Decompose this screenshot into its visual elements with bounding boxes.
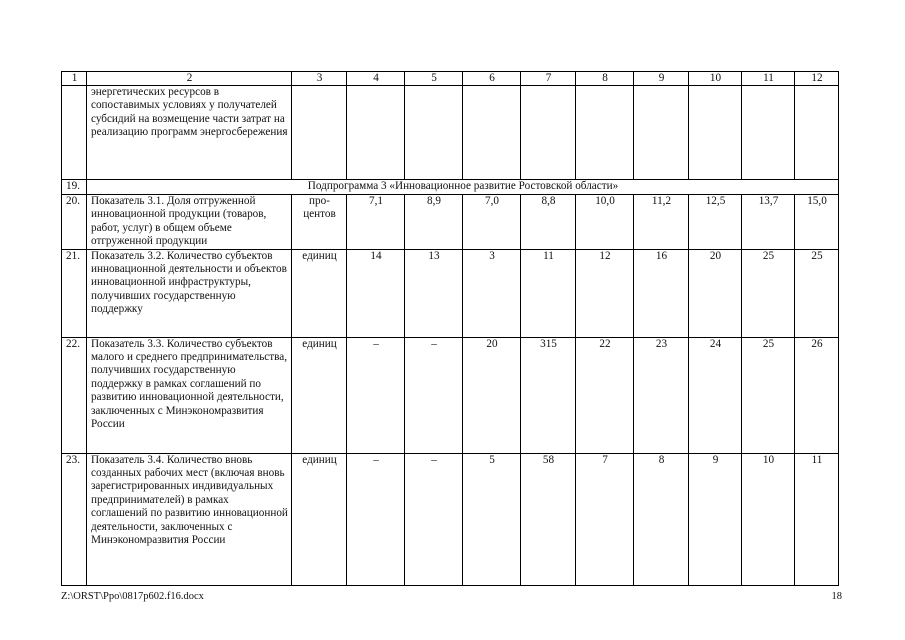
unit-cell: единиц xyxy=(292,249,347,337)
value-cell: 11 xyxy=(795,453,839,585)
header-cell: 1 xyxy=(62,72,87,86)
row-number-cell: 22. xyxy=(62,337,87,453)
value-cell xyxy=(634,86,689,180)
value-cell: 8,8 xyxy=(521,195,576,250)
value-cell: 9 xyxy=(689,453,742,585)
value-cell: 8,9 xyxy=(405,195,463,250)
value-cell: – xyxy=(347,337,405,453)
value-cell: 25 xyxy=(742,337,795,453)
header-cell: 6 xyxy=(463,72,521,86)
row-number-cell: 20. xyxy=(62,195,87,250)
header-cell: 2 xyxy=(87,72,292,86)
value-cell: 10 xyxy=(742,453,795,585)
value-cell: 12,5 xyxy=(689,195,742,250)
header-cell: 10 xyxy=(689,72,742,86)
value-cell: 58 xyxy=(521,453,576,585)
subprogram-title: Подпрограмма 3 «Инновационное развитие Ростовской области» xyxy=(87,180,839,195)
value-cell xyxy=(689,86,742,180)
value-cell: – xyxy=(405,337,463,453)
value-cell: 315 xyxy=(521,337,576,453)
unit-cell: единиц xyxy=(292,453,347,585)
header-cell: 9 xyxy=(634,72,689,86)
value-cell: 20 xyxy=(463,337,521,453)
value-cell: 5 xyxy=(463,453,521,585)
value-cell: 15,0 xyxy=(795,195,839,250)
table-row xyxy=(62,249,839,337)
section-row xyxy=(62,180,839,195)
value-cell: 8 xyxy=(634,453,689,585)
value-cell xyxy=(576,86,634,180)
row-number-cell: 21. xyxy=(62,249,87,337)
continuation-row xyxy=(62,86,839,180)
column-number-row xyxy=(62,72,839,86)
indicator-name-cell: Показатель 3.4. Количество вновь созданных рабочих мест (включая вновь зарегистрированных индивидуальных предпринимателей) в рамках соглашений по развитию инновационной деятельности, заключенных с Минэкономразвития России xyxy=(87,453,292,585)
value-cell: 22 xyxy=(576,337,634,453)
value-cell: 7 xyxy=(576,453,634,585)
value-cell: 10,0 xyxy=(576,195,634,250)
value-cell xyxy=(405,86,463,180)
header-cell: 11 xyxy=(742,72,795,86)
unit-cell: про-центов xyxy=(292,195,347,250)
value-cell xyxy=(521,86,576,180)
header-cell: 5 xyxy=(405,72,463,86)
value-cell: – xyxy=(347,453,405,585)
table-row xyxy=(62,337,839,453)
value-cell: 12 xyxy=(576,249,634,337)
indicator-name-cell: Показатель 3.2. Количество субъектов инновационной деятельности и объектов инновационной инфраструктуры, получивших государственную поддержку xyxy=(87,249,292,337)
value-cell xyxy=(795,86,839,180)
value-cell: 7,1 xyxy=(347,195,405,250)
table-row xyxy=(62,453,839,585)
value-cell: 14 xyxy=(347,249,405,337)
value-cell: 13 xyxy=(405,249,463,337)
unit-cell xyxy=(292,86,347,180)
value-cell: 23 xyxy=(634,337,689,453)
value-cell xyxy=(347,86,405,180)
table-row xyxy=(62,195,839,250)
header-cell: 8 xyxy=(576,72,634,86)
indicator-name-cell: Показатель 3.3. Количество субъектов малого и среднего предпринимательства, получивших государственную поддержку в рамках соглашений по развитию инновационной деятельности, заключенных с Минэкономразвития России xyxy=(87,337,292,453)
header-cell: 3 xyxy=(292,72,347,86)
row-number-cell: 23. xyxy=(62,453,87,585)
value-cell: 11 xyxy=(521,249,576,337)
value-cell: 13,7 xyxy=(742,195,795,250)
indicator-name-cell: энергетических ресурсов в сопоставимых условиях у получателей субсидий на возмещение части затрат на реализацию программ энергосбережения xyxy=(87,86,292,180)
value-cell: 11,2 xyxy=(634,195,689,250)
row-number-cell xyxy=(62,86,87,180)
indicator-name-cell: Показатель 3.1. Доля отгруженной инновационной продукции (товаров, работ, услуг) в общем объеме отгруженной продукции xyxy=(87,195,292,250)
header-cell: 7 xyxy=(521,72,576,86)
value-cell xyxy=(463,86,521,180)
value-cell: 25 xyxy=(742,249,795,337)
value-cell: 7,0 xyxy=(463,195,521,250)
row-number-cell: 19. xyxy=(62,180,87,195)
value-cell: 3 xyxy=(463,249,521,337)
header-cell: 12 xyxy=(795,72,839,86)
value-cell: 20 xyxy=(689,249,742,337)
value-cell xyxy=(742,86,795,180)
value-cell: 16 xyxy=(634,249,689,337)
page-number: 18 xyxy=(831,591,842,602)
indicator-table xyxy=(61,71,839,586)
header-cell: 4 xyxy=(347,72,405,86)
file-path-footer: Z:\ORST\Ppo\0817p602.f16.docx xyxy=(61,591,204,602)
unit-cell: единиц xyxy=(292,337,347,453)
value-cell: – xyxy=(405,453,463,585)
value-cell: 24 xyxy=(689,337,742,453)
value-cell: 25 xyxy=(795,249,839,337)
value-cell: 26 xyxy=(795,337,839,453)
